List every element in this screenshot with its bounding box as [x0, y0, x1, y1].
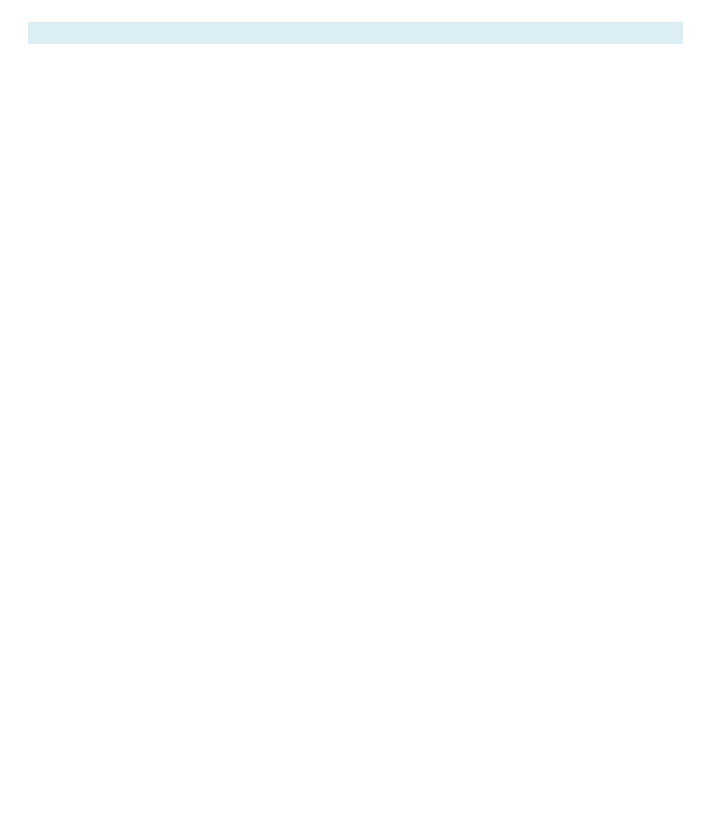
parameter-sheet	[28, 22, 683, 44]
page-title	[28, 22, 683, 44]
